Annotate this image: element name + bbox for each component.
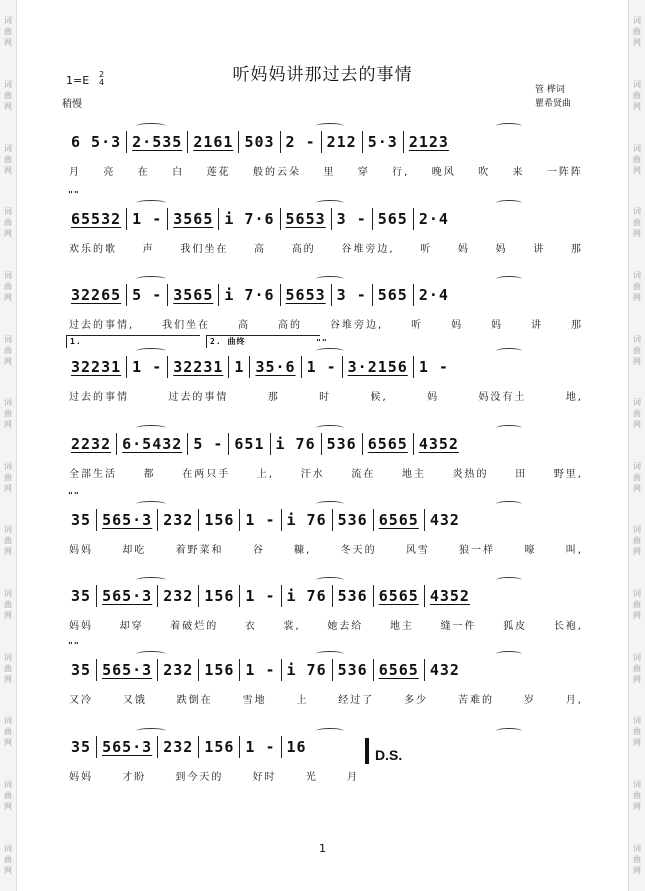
lyric-word: 在 bbox=[137, 167, 150, 178]
lyrics-row bbox=[66, 768, 362, 783]
lyric-word: 妈 bbox=[427, 392, 440, 403]
watermark-text: 词 曲 网 bbox=[633, 398, 641, 430]
slur-mark bbox=[136, 651, 166, 657]
lyrics-row bbox=[66, 691, 586, 706]
measure: 1 - bbox=[240, 659, 281, 681]
watermark-strip-right bbox=[628, 0, 645, 891]
measure: 4352 bbox=[418, 435, 459, 453]
first-ending-bracket: 1. bbox=[66, 335, 200, 348]
watermark-strip-left bbox=[0, 0, 17, 891]
watermark-text: 词 曲 网 bbox=[4, 716, 12, 748]
measure: 536 bbox=[333, 585, 374, 607]
lyric-word: 嚎 bbox=[524, 545, 537, 556]
page-number: 1 bbox=[319, 842, 326, 855]
measure: 2161 bbox=[188, 131, 239, 153]
lyric-word: 高 bbox=[238, 320, 251, 331]
staff-line bbox=[66, 190, 586, 255]
slur-mark bbox=[136, 577, 166, 583]
watermark-text: 词 曲 网 bbox=[4, 79, 12, 111]
lyric-word: 妈 bbox=[495, 244, 508, 255]
staff-line bbox=[66, 283, 586, 331]
second-ending-bracket: 2. 曲终 bbox=[206, 335, 320, 348]
measure: 32265 bbox=[66, 284, 127, 306]
lyric-word: 好时 bbox=[252, 772, 277, 783]
slur-mark bbox=[136, 501, 166, 507]
measure: 2123 bbox=[408, 133, 449, 151]
measure: 6565 bbox=[374, 659, 425, 681]
lyric-word: 我们坐在 bbox=[180, 244, 229, 255]
lyric-word: 讲 bbox=[531, 320, 543, 331]
measure: 232 bbox=[158, 736, 199, 758]
lyric-word: 一阵阵 bbox=[546, 167, 583, 178]
lyric-word: 亮 bbox=[103, 167, 116, 178]
lyric-word: 月 bbox=[346, 772, 359, 783]
measure: 156 bbox=[199, 736, 240, 758]
slur-mark bbox=[496, 577, 522, 583]
slur-mark bbox=[316, 577, 344, 583]
lyric-word: 狼一样 bbox=[459, 545, 496, 556]
measure: 536 bbox=[333, 509, 374, 531]
lyric-word: 在两只手 bbox=[182, 469, 231, 480]
slur-mark bbox=[136, 728, 166, 734]
breath-mark: "" bbox=[68, 491, 80, 500]
measure: 35 bbox=[66, 585, 97, 607]
lyrics-row bbox=[66, 316, 586, 331]
watermark-text: 词 曲 网 bbox=[633, 270, 641, 302]
lyric-word: 地主 bbox=[401, 469, 426, 480]
slur-mark bbox=[136, 276, 166, 282]
lyric-word: 过去的事情, bbox=[69, 320, 135, 331]
song-title: 听妈妈讲那过去的事情 bbox=[232, 65, 413, 85]
watermark-text: 词 曲 网 bbox=[633, 461, 641, 493]
measure: 3·2156 bbox=[343, 356, 414, 378]
lyric-word: 岁 bbox=[523, 695, 536, 706]
lyric-word: 妈 bbox=[451, 320, 464, 331]
measure: 5653 bbox=[281, 284, 332, 306]
measure: 432 bbox=[429, 661, 460, 679]
lyric-word: 她去给 bbox=[327, 621, 364, 632]
watermark-text: 词 曲 网 bbox=[633, 143, 641, 175]
lyric-word: 着野菜和 bbox=[175, 545, 224, 556]
lyric-word: 却吃 bbox=[122, 545, 147, 556]
notation-row bbox=[66, 432, 586, 456]
slur-mark bbox=[136, 123, 166, 129]
slur-mark bbox=[316, 276, 344, 282]
lyric-word: 又饿 bbox=[122, 695, 147, 706]
lyric-word: 雪地 bbox=[242, 695, 267, 706]
measure: 35 bbox=[66, 509, 97, 531]
lyric-word: 跌倒在 bbox=[176, 695, 213, 706]
slur-mark bbox=[316, 123, 344, 129]
final-barline bbox=[365, 738, 369, 764]
watermark-text: 词 曲 网 bbox=[633, 207, 641, 239]
lyric-word: 妈没有土 bbox=[478, 392, 527, 403]
measure: 2232 bbox=[66, 433, 117, 455]
lyric-word: 炎热的 bbox=[452, 469, 489, 480]
watermark-text: 词 曲 网 bbox=[4, 652, 12, 684]
watermark-text: 词 曲 网 bbox=[633, 589, 641, 621]
slur-mark bbox=[496, 123, 522, 129]
lyric-word: 那 bbox=[570, 244, 583, 255]
notation-row bbox=[66, 190, 586, 231]
tempo-marking: 稍慢 bbox=[62, 99, 82, 110]
lyric-word: 白 bbox=[172, 167, 185, 178]
lyric-word: 谷 bbox=[252, 545, 265, 556]
measure: 35 bbox=[66, 659, 97, 681]
lyric-word: 般的云朵 bbox=[252, 167, 301, 178]
measure: i 7·6 bbox=[219, 208, 280, 230]
measure: i 7·6 bbox=[219, 284, 280, 306]
lyric-word: 苦难的 bbox=[458, 695, 495, 706]
lyric-word: 过去的事情 bbox=[69, 392, 129, 403]
lyric-word: 汗水 bbox=[300, 469, 325, 480]
measure: 565 bbox=[373, 208, 414, 230]
measure: 1 - bbox=[240, 585, 281, 607]
measure: 232 bbox=[158, 585, 199, 607]
measure: 2·4 bbox=[418, 210, 449, 228]
measure: 565·3 bbox=[97, 736, 158, 758]
breath-mark: "" bbox=[68, 190, 80, 199]
measure: 4352 bbox=[429, 587, 470, 605]
measure: 3 - bbox=[332, 284, 373, 306]
measure: 3565 bbox=[168, 284, 219, 306]
lyric-word: 里 bbox=[323, 167, 336, 178]
lyric-word: 都 bbox=[143, 469, 156, 480]
watermark-text: 词 曲 网 bbox=[4, 589, 12, 621]
lyric-word: 长袍, bbox=[553, 621, 583, 632]
breath-mark: "" bbox=[68, 641, 80, 650]
measure: 3565 bbox=[168, 208, 219, 230]
lyric-word: 高 bbox=[254, 244, 267, 255]
measure: 1 - bbox=[418, 358, 449, 376]
measure: 6·5432 bbox=[117, 433, 188, 455]
time-signature bbox=[99, 71, 104, 87]
measure: 503 bbox=[239, 131, 280, 153]
lyric-word: 上, bbox=[256, 469, 275, 480]
lyric-word: 谷堆旁边, bbox=[341, 244, 395, 255]
watermark-text: 词 曲 网 bbox=[4, 843, 12, 875]
lyrics-row bbox=[66, 240, 586, 255]
lyric-word: 又冷 bbox=[69, 695, 93, 706]
lyric-word: 风雪 bbox=[405, 545, 430, 556]
lyric-word: 多少 bbox=[404, 695, 429, 706]
lyric-word: 糠, bbox=[294, 545, 312, 556]
watermark-text: 词 曲 网 bbox=[4, 270, 12, 302]
watermark-text: 词 曲 网 bbox=[4, 334, 12, 366]
lyric-word: 高的 bbox=[278, 320, 303, 331]
staff-line bbox=[66, 491, 586, 556]
lyric-word: 谷堆旁边, bbox=[330, 320, 384, 331]
measure: 536 bbox=[333, 659, 374, 681]
lyric-word: 叫, bbox=[565, 545, 583, 556]
measure: 16 bbox=[286, 738, 307, 756]
lyric-word: 来 bbox=[512, 167, 525, 178]
lyric-word: 莲花 bbox=[206, 167, 231, 178]
lyrics-row bbox=[66, 163, 586, 178]
slur-mark bbox=[136, 425, 166, 431]
measure: 156 bbox=[199, 585, 240, 607]
watermark-text: 词 曲 网 bbox=[4, 525, 12, 557]
measure: 2·535 bbox=[127, 131, 188, 153]
lyric-word: 全部生活 bbox=[69, 469, 117, 480]
slur-mark bbox=[316, 348, 344, 354]
lyric-word: 裳, bbox=[283, 621, 301, 632]
notation-row bbox=[66, 491, 586, 532]
breath-mark: "" bbox=[316, 338, 328, 347]
lyric-word: 地, bbox=[565, 392, 583, 403]
lyric-word: 听 bbox=[420, 244, 433, 255]
measure: 565·3 bbox=[97, 585, 158, 607]
staff-line bbox=[66, 584, 586, 632]
watermark-text: 词 曲 网 bbox=[4, 143, 12, 175]
lyric-word: 吹 bbox=[478, 167, 491, 178]
notation-row bbox=[66, 735, 586, 759]
measure: 5 - bbox=[188, 433, 229, 455]
measure: 432 bbox=[429, 511, 460, 529]
lyric-word: 野里, bbox=[553, 469, 583, 480]
meter-bottom: 4 bbox=[99, 78, 105, 87]
lyric-word: 声 bbox=[142, 244, 155, 255]
lyric-word: 月 bbox=[69, 167, 81, 178]
slur-mark bbox=[316, 728, 344, 734]
lyric-word: 光 bbox=[305, 772, 318, 783]
notation-row bbox=[66, 337, 586, 379]
measure: 156 bbox=[199, 659, 240, 681]
lyric-word: 过去的事情 bbox=[168, 392, 229, 403]
measure: 6565 bbox=[374, 509, 425, 531]
slur-mark bbox=[496, 200, 522, 206]
measure: 1 - bbox=[240, 736, 281, 758]
lyric-word: 冬天的 bbox=[340, 545, 377, 556]
slur-mark bbox=[496, 728, 522, 734]
measure: 65532 bbox=[66, 208, 127, 230]
slur-mark bbox=[496, 276, 522, 282]
measure: 1 bbox=[229, 356, 250, 378]
watermark-text: 词 曲 网 bbox=[633, 16, 641, 48]
measure: 536 bbox=[322, 433, 363, 455]
lyric-word: 妈妈 bbox=[69, 621, 93, 632]
meter-top: 2 bbox=[99, 70, 105, 79]
lyric-word: 高的 bbox=[291, 244, 316, 255]
slur-mark bbox=[136, 200, 166, 206]
lyric-word: 到今天的 bbox=[175, 772, 224, 783]
measure: 1 - bbox=[127, 356, 168, 378]
measure: i 76 bbox=[282, 585, 333, 607]
lyric-word: 流在 bbox=[351, 469, 376, 480]
lyricist-credit: 管 桦词 bbox=[535, 85, 565, 95]
watermark-text: 词 曲 网 bbox=[633, 780, 641, 811]
watermark-text: 词 曲 网 bbox=[4, 398, 12, 430]
measure: 232 bbox=[158, 509, 199, 531]
measure: 1 - bbox=[240, 509, 281, 531]
slur-mark bbox=[496, 651, 522, 657]
lyric-word: 候, bbox=[370, 392, 388, 403]
measure: 2·4 bbox=[418, 286, 449, 304]
measure: 3 - bbox=[332, 208, 373, 230]
measure: 565 bbox=[373, 284, 414, 306]
measure: 232 bbox=[158, 659, 199, 681]
watermark-text: 词 曲 网 bbox=[4, 16, 12, 48]
lyrics-row bbox=[66, 388, 586, 403]
measure: i 76 bbox=[282, 509, 333, 531]
measure: 651 bbox=[229, 433, 270, 455]
measure: 1 - bbox=[127, 208, 168, 230]
lyrics-row bbox=[66, 617, 586, 632]
lyric-word: 我们坐在 bbox=[162, 320, 211, 331]
measure: 156 bbox=[199, 509, 240, 531]
lyric-word: 那 bbox=[570, 320, 583, 331]
staff-line bbox=[66, 337, 586, 403]
lyric-word: 却穿 bbox=[119, 621, 144, 632]
lyric-word: 上 bbox=[296, 695, 309, 706]
slur-mark bbox=[496, 425, 522, 431]
measure: i 76 bbox=[271, 433, 322, 455]
lyric-word: 行, bbox=[392, 167, 410, 178]
notation-row bbox=[66, 584, 586, 608]
slur-mark bbox=[136, 348, 166, 354]
staff-line bbox=[66, 641, 586, 706]
key-signature: 1=E bbox=[66, 74, 90, 87]
measure: 35·6 bbox=[250, 356, 301, 378]
lyric-word: 欢乐的歌 bbox=[69, 244, 117, 255]
lyric-word: 讲 bbox=[533, 244, 546, 255]
measure: i 76 bbox=[282, 659, 333, 681]
lyric-word: 晚风 bbox=[431, 167, 456, 178]
measure: 5 - bbox=[127, 284, 168, 306]
measure: 5·3 bbox=[363, 131, 404, 153]
lyric-word: 时 bbox=[319, 392, 332, 403]
watermark-text: 词 曲 网 bbox=[4, 780, 12, 811]
lyric-word: 才盼 bbox=[122, 772, 147, 783]
staff-line bbox=[66, 735, 586, 783]
notation-row bbox=[66, 283, 586, 307]
notation-row bbox=[66, 641, 586, 682]
slur-mark bbox=[316, 651, 344, 657]
slur-mark bbox=[316, 425, 344, 431]
lyric-word: 妈 bbox=[491, 320, 504, 331]
lyric-word: 那 bbox=[267, 392, 280, 403]
lyrics-row bbox=[66, 541, 586, 556]
lyric-word: 狐皮 bbox=[503, 621, 528, 632]
measure: 6565 bbox=[363, 433, 414, 455]
measure: 6565 bbox=[374, 585, 425, 607]
lyric-word: 月, bbox=[565, 695, 583, 706]
measure: 5653 bbox=[281, 208, 332, 230]
lyrics-row bbox=[66, 465, 586, 480]
watermark-text: 词 曲 网 bbox=[633, 843, 641, 875]
watermark-text: 词 曲 网 bbox=[633, 334, 641, 366]
measure: 6 5·3 bbox=[66, 131, 127, 153]
watermark-text: 词 曲 网 bbox=[633, 79, 641, 111]
lyric-word: 经过了 bbox=[338, 695, 375, 706]
measure: 565·3 bbox=[97, 659, 158, 681]
watermark-text: 词 曲 网 bbox=[633, 716, 641, 748]
watermark-text: 词 曲 网 bbox=[633, 652, 641, 684]
slur-mark bbox=[316, 501, 344, 507]
lyric-word: 田 bbox=[515, 469, 528, 480]
slur-mark bbox=[316, 200, 344, 206]
lyric-word: 妈 bbox=[457, 244, 470, 255]
measure: 1 - bbox=[302, 356, 343, 378]
measure: 212 bbox=[322, 131, 363, 153]
dal-segno-mark: D.S. bbox=[375, 747, 403, 763]
lyric-word: 缝一件 bbox=[440, 621, 477, 632]
measure: 2 - bbox=[281, 131, 322, 153]
lyric-word: 穿 bbox=[357, 167, 370, 178]
watermark-text: 词 曲 网 bbox=[4, 461, 12, 493]
lyric-word: 着破烂的 bbox=[170, 621, 219, 632]
staff-line bbox=[66, 130, 586, 178]
measure: 565·3 bbox=[97, 509, 158, 531]
notation-row bbox=[66, 130, 586, 154]
lyric-word: 听 bbox=[411, 320, 424, 331]
slur-mark bbox=[496, 348, 522, 354]
lyric-word: 妈妈 bbox=[69, 545, 93, 556]
measure: 32231 bbox=[168, 356, 229, 378]
watermark-text: 词 曲 网 bbox=[633, 525, 641, 557]
composer-credit: 瞿希贤曲 bbox=[535, 99, 572, 109]
measure: 32231 bbox=[66, 356, 127, 378]
lyric-word: 衣 bbox=[244, 621, 257, 632]
lyric-word: 妈妈 bbox=[69, 772, 93, 783]
watermark-text: 词 曲 网 bbox=[4, 207, 12, 239]
lyric-word: 地主 bbox=[389, 621, 414, 632]
measure: 35 bbox=[66, 736, 97, 758]
slur-mark bbox=[496, 501, 522, 507]
staff-line bbox=[66, 432, 586, 480]
